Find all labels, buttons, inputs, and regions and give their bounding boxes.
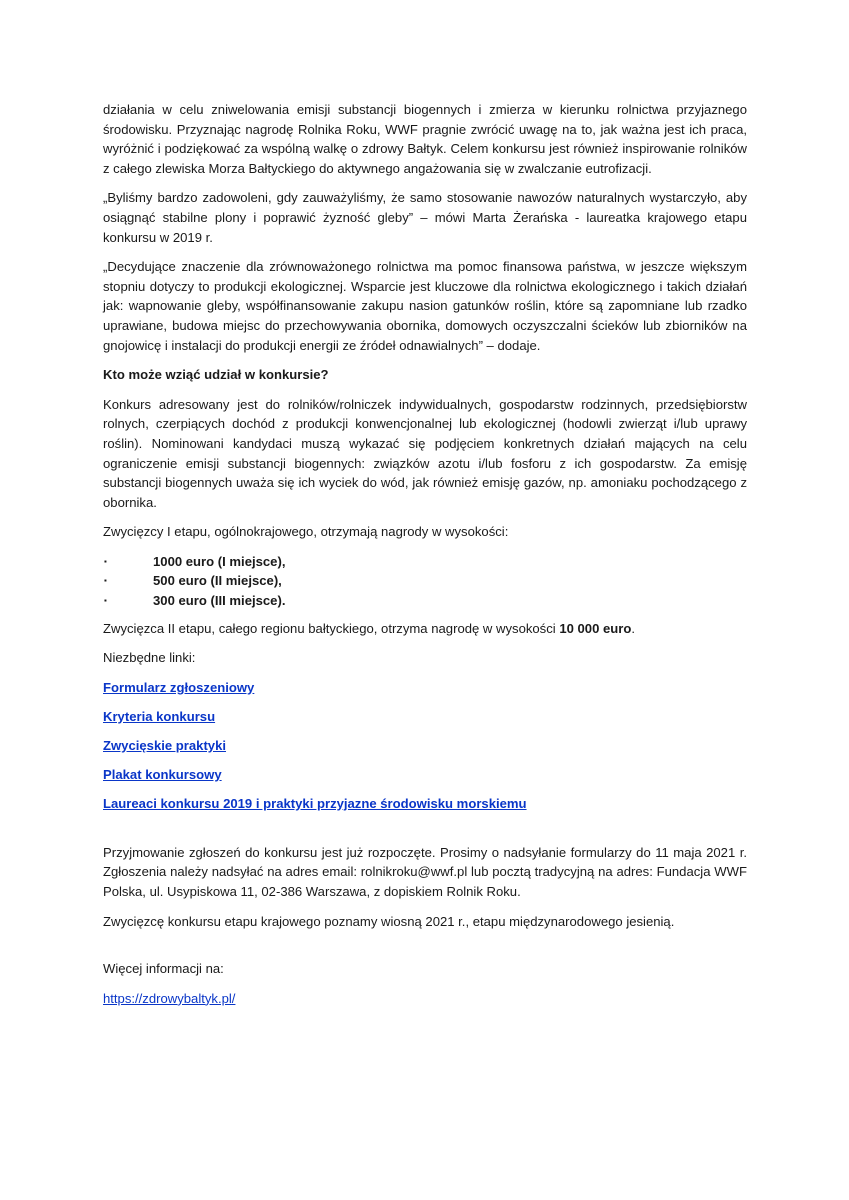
paragraph-eligibility: Konkurs adresowany jest do rolników/rolniczek indywidualnych, gospodarstw rodzinnych, przedsiębiorstw rolnych, czerpiących dochód z produkcji konwencjonalnej lub ekologicznej (hodowli zwierząt i/lub uprawy roślin). Nominowani kandydaci muszą wykazać się podjęciem konkretnych działań mających na celu ograniczenie emisji substancji biogennych: związków azotu i/lub fosforu z ich gospodarstw. Za emisję substancji biogennych uważa się ich wyciek do wód, jak również emisję gazów, np. amoniaku pochodzącego z obornika. — [103, 396, 747, 510]
prize-label: 500 euro (II miejsce), — [153, 573, 282, 589]
link-row — [103, 678, 747, 697]
link-zdrowybaltyk[interactable]: https://zdrowybaltyk.pl/ — [103, 990, 236, 1006]
link-laureates-2019[interactable]: Laureaci konkursu 2019 i praktyki przyjazne środowisku morskiemu — [103, 795, 527, 811]
stage-two-amount: 10 000 euro — [559, 620, 632, 636]
paragraph-url — [103, 989, 747, 1009]
paragraph-quote-zeranska: „Byliśmy bardzo zadowoleni, gdy zauważyliśmy, że samo stosowanie nawozów naturalnych wystarczyło, aby osiągnąć stabilne plony i poprawić żyzność gleby” – mówi Marta Żerańska - laureatka krajowego etapu konkursu w 2019 r. — [103, 190, 747, 245]
paragraph-quote-financial-support: „Decydujące znaczenie dla zrównoważonego rolnictwa ma pomoc finansowa państwa, w jeszcze większym stopniu dotyczy to produkcji ekologicznej. Wsparcie jest kluczowe dla rolnictwa ekologicznego i takich działań jak: wapnowanie gleby, współfinansowanie zakupu nasion gatunków roślin, które są zapomniane lub rzadko uprawiane, budowa miejsc do przechowywania obornika, domowych oczyszczalni ścieków lub zbiorników na gnojowicę i instalacji do produkcji energii ze źródeł odnawialnych” – dodaje. — [103, 259, 747, 353]
paragraph-results-timing: Zwycięzcę konkursu etapu krajowego poznamy wiosną 2021 r., etapu międzynarodowego jesienią. — [103, 913, 675, 929]
stage-two-text: Zwycięzca II etapu, całego regionu bałtyckiego, otrzyma nagrodę w wysokości — [103, 620, 560, 636]
prize-list — [103, 552, 747, 611]
link-application-form[interactable]: Formularz zgłoszeniowy — [103, 679, 255, 695]
link-winning-practices[interactable]: Zwycięskie praktyki — [103, 737, 227, 753]
paragraph-links-intro: Niezbędne linki: — [103, 650, 196, 666]
spacer — [103, 823, 747, 843]
link-row — [103, 765, 747, 784]
prize-label: 1000 euro (I miejsce), — [153, 553, 286, 569]
paragraph-stage-two-prize — [103, 619, 747, 639]
link-contest-criteria[interactable]: Kryteria konkursu — [103, 708, 216, 724]
prize-item-second — [103, 571, 747, 591]
paragraph-stage-one-prizes: Zwycięzcy I etapu, ogólnokrajowego, otrzymają nagrody w wysokości: — [103, 524, 509, 540]
section-heading-eligibility: Kto może wziąć udział w konkursie? — [103, 367, 329, 383]
document-page — [103, 100, 747, 1018]
paragraph-submission-info: Przyjmowanie zgłoszeń do konkursu jest już rozpoczęte. Prosimy o nadsyłanie formularzy do 11 maja 2021 r. Zgłoszenia należy nadsyłać na adres email: rolnikroku@wwf.pl lub pocztą tradycyjną na adres: Fundacja WWF Polska, ul. Usypiskowa 11, 02-386 Warszawa, z dopiskiem Rolnik Roku. — [103, 844, 747, 900]
link-row — [103, 794, 747, 813]
prize-item-third — [103, 591, 747, 611]
stage-two-end: . — [631, 620, 636, 636]
prize-item-first — [103, 552, 747, 572]
square-bullet-icon: ▪ — [104, 596, 107, 606]
square-bullet-icon: ▪ — [104, 576, 107, 586]
spacer — [103, 941, 747, 959]
link-row — [103, 707, 747, 726]
paragraph-intro: działania w celu zniwelowania emisji substancji biogennych i zmierza w kierunku rolnictwa przyjaznego środowisku. Przyznając nagrodę Rolnika Roku, WWF pragnie zwrócić uwagę na to, jak ważna jest ich praca, wyróżnić i podziękować za wspólną walkę o zdrowy Bałtyk. Celem konkursu jest również inspirowanie rolników z całego zlewiska Morza Bałtyckiego do aktywnego angażowania się w zwalczanie eutrofizacji. — [103, 102, 747, 176]
paragraph-more-info: Więcej informacji na: — [103, 961, 224, 977]
prize-label: 300 euro (III miejsce). — [153, 593, 286, 609]
link-row — [103, 736, 747, 755]
link-contest-poster[interactable]: Plakat konkursowy — [103, 766, 222, 782]
square-bullet-icon: ▪ — [104, 556, 107, 566]
